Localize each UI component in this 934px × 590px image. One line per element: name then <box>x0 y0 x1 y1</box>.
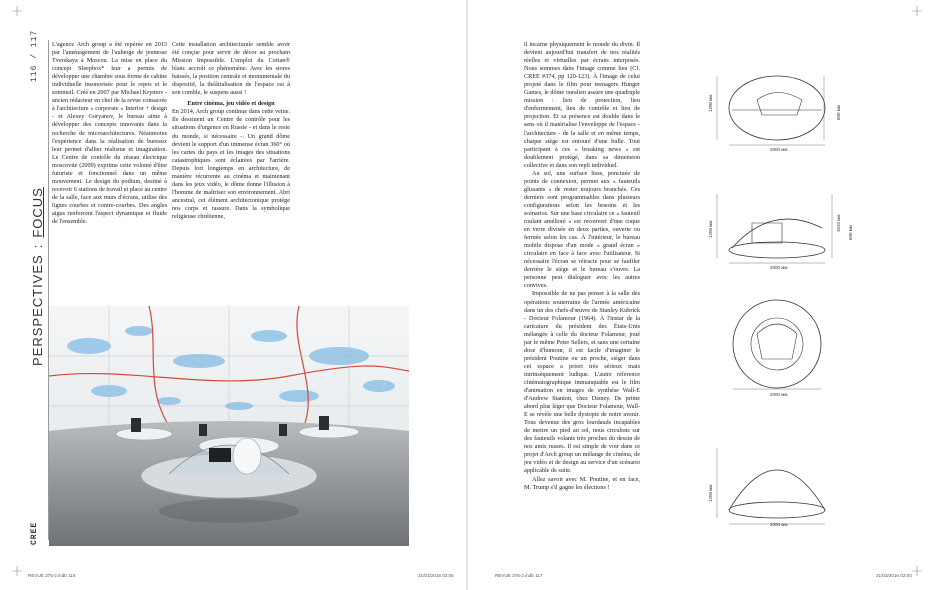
rubric-separator: : <box>30 243 45 249</box>
paragraph: En 2014, Arch group continue dans cette veine. Ils dessinent un Centre de contrôle pour les situations d'urgence en Russie - et dans le reste du monde, si nécessaire -. Un grand dôme devient le support d'un immense écran 360° où les cartes du pays et les images des situations catastrophiques sont éclairées par l'arrière. Depuis fort longtemps en architecture, de manière récurrente au cinéma et maintenant dans les jeux vidéo, le dôme donne l'illusion à l'homme de maîtriser son environnement. Abri ancestral, cet élément architectonique protège nos corps et rassure. Dans la symbolique religieuse chrétienne, <box>172 108 290 220</box>
paragraph: Allez savoir avec M. Poutine, et en face, M. Trump s'il gagne les élections ! <box>524 475 640 491</box>
paragraph: Au sol, une surface lisse, ponctuée de points de connexion, permet aux « fauteuils glissants » de rester toujours branchés. Ces derniers sont programmables dans plusieurs configurations selon les besoins et les scénarios. Sur une base circulaire ce « fauteuil roulant amélioré » est recouvert d'une coque en verre divisée en deux parties, ouverte ou fermée selon les cas. À l'intérieur, le bureau mobile dispose d'un mode « grand écran » circulaire en face à face avec l'utilisateur. Si nécessaire l'écran se rétracte pour se faufiler derrière le siège et le bureau s'ouvre. La personne peut dialoguer avec les autres convives. <box>524 169 640 290</box>
page-folio: 116 / 117 <box>30 29 39 82</box>
control-room-photo <box>49 306 409 546</box>
dimension-label: 600 мм <box>836 105 841 120</box>
footer-date-right: 21/03/2016 02:04 <box>876 573 912 578</box>
crop-mark-top-right <box>912 6 922 16</box>
dimension-label: 2000 мм <box>770 265 788 270</box>
paragraph: L'agence Arch group a été repérée en 2013 par l'aménagement de l'auberge de jeunesse Tverskaya à Moscou. La mise en place du concept Sleepbox* leur a permis de développer une chambre sous forme de cabine individuelle insonorisée pour le repos et le sommeil. Créé en 2007 par Michael Krymov - ancien rédacteur en chef de la revue consacrée à l'architecture « corporate » Interior + design - et Alexey Goryanov, le bureau aime à développer des concepts innovants dans la recherche de microarchitectures. Néanmoins l'expérience dans la réalisation de bureaux leur permet d'allier réalisme et imagination. Le Centre de contrôle du réseau électrique moscovite (2009) exprime cette volonté d'être futuriste et fonctionnel dans un même mouvement. Le design du podium, destiné à recevoir 6 stations de travail et placé au centre de la salle, face aux murs d'écrans, utilise des lignes courbes et contre-courbes. Des angles aigus renforcent l'aspect dynamique et fluide de l'ensemble. <box>52 41 167 226</box>
article-column-1 <box>52 41 167 226</box>
crop-mark-bottom-right <box>912 566 922 576</box>
drawing-side-open <box>712 188 852 273</box>
drawing-side-closed-2 <box>712 440 852 535</box>
dimension-label: 2000 мм <box>770 392 788 397</box>
cree-logo: CREE <box>30 521 39 545</box>
article-column-2 <box>172 41 290 221</box>
dimension-label: 1010 мм <box>836 214 841 232</box>
control-room-illustration <box>49 306 409 546</box>
section-heading: Entre cinéma, jeu vidéo et design <box>187 100 275 108</box>
rubric-focus: FOCUS <box>30 187 45 238</box>
footer-file-left: REVUE 375-2.indb 116 <box>28 573 76 578</box>
footer-file-right: REVUE 375-2.indb 117 <box>495 573 543 578</box>
footer-date-left: 21/03/2016 02:05 <box>418 573 454 578</box>
crop-mark-top-left <box>12 6 22 16</box>
dimension-label: 1200 мм <box>708 94 713 112</box>
drawing-top-view <box>712 294 852 399</box>
rubric-perspectives: PERSPECTIVES <box>30 254 45 366</box>
dimension-label: 1200 мм <box>708 220 713 238</box>
article-column-3 <box>524 41 640 492</box>
section-rubric <box>30 187 45 366</box>
dimension-label: 600 мм <box>848 225 853 240</box>
dimension-label: 1200 мм <box>708 484 713 502</box>
paragraph: Cette installation architecturale semble avoir été conçue pour servir de décor au prochain Mission Impossible. L'emploi du Corian® blanc accroît ce phénomène. Avec les stores baissés, la position centrale et monumentale du dispositif, la théâtralisation de l'espace est à son comble, le suspens aussi ! <box>172 41 290 97</box>
paragraph: il incarne physiquement le monde du divin. Il devient aujourd'hui transfert de nos réalités réelles et virtuelles par écrans interposés. Nous sommes dans l'image comme lieu (Cf. CREE #374, pp 120-123). À l'image de celui projeté dans le film pour teenagers Hunger Games, le dôme ouralien assure une quadruple mission : lieu de protection, lieu d'enfermement, lieu de contrôle et lieu de projection. Et sa présence est double dans le sens où il matérialise l'enveloppe de l'espace - l'architecture - de la salle et en même temps, chaque siège est entouré d'une bulle. Tout participant à ces « breaking news » est doublement protégé, dans sa dimension collective et dans son repli individuel. <box>524 41 640 169</box>
drawing-side-closed <box>712 70 852 155</box>
dimension-label: 2000 мм <box>770 147 788 152</box>
crop-mark-bottom-left <box>12 566 22 576</box>
paragraph: Impossible de ne pas penser à la salle des opérations souterraine de l'armée américaine dans un des chefs-d'œuvre de Stanley Kubrick - Docteur Folamour (1964). À l'instar de la caricature du président des États-Unis mélangée à celle du docteur Folamour, joué par le même Peter Sellers, et sans une certaine dose d'humour, il est facile d'imaginer le président Poutine ou un proche, siéger dans cet espace a priori très sérieux mais intrinsèquement ludique. L'autre référence cinématographique immanquable est le film d'animation en images de synthèse Wall-E d'Andrew Stanton, chez Disney. De prime abord plus léger que Docteur Folamour, Wall-E se révèle une belle dystopie de notre avenir. Tous devenus des gros lourdauds incapables de mettre un pied au sol, nous circulons sur des fauteuils volants très proches du dessin de nos amis russes. Il est simple de voir dans ce projet d'Arch group un mélange de cinéma, de jeu vidéo et de design au service d'un scénario applicable de suite. <box>524 290 640 475</box>
dimension-label: 2000 мм <box>770 522 788 527</box>
